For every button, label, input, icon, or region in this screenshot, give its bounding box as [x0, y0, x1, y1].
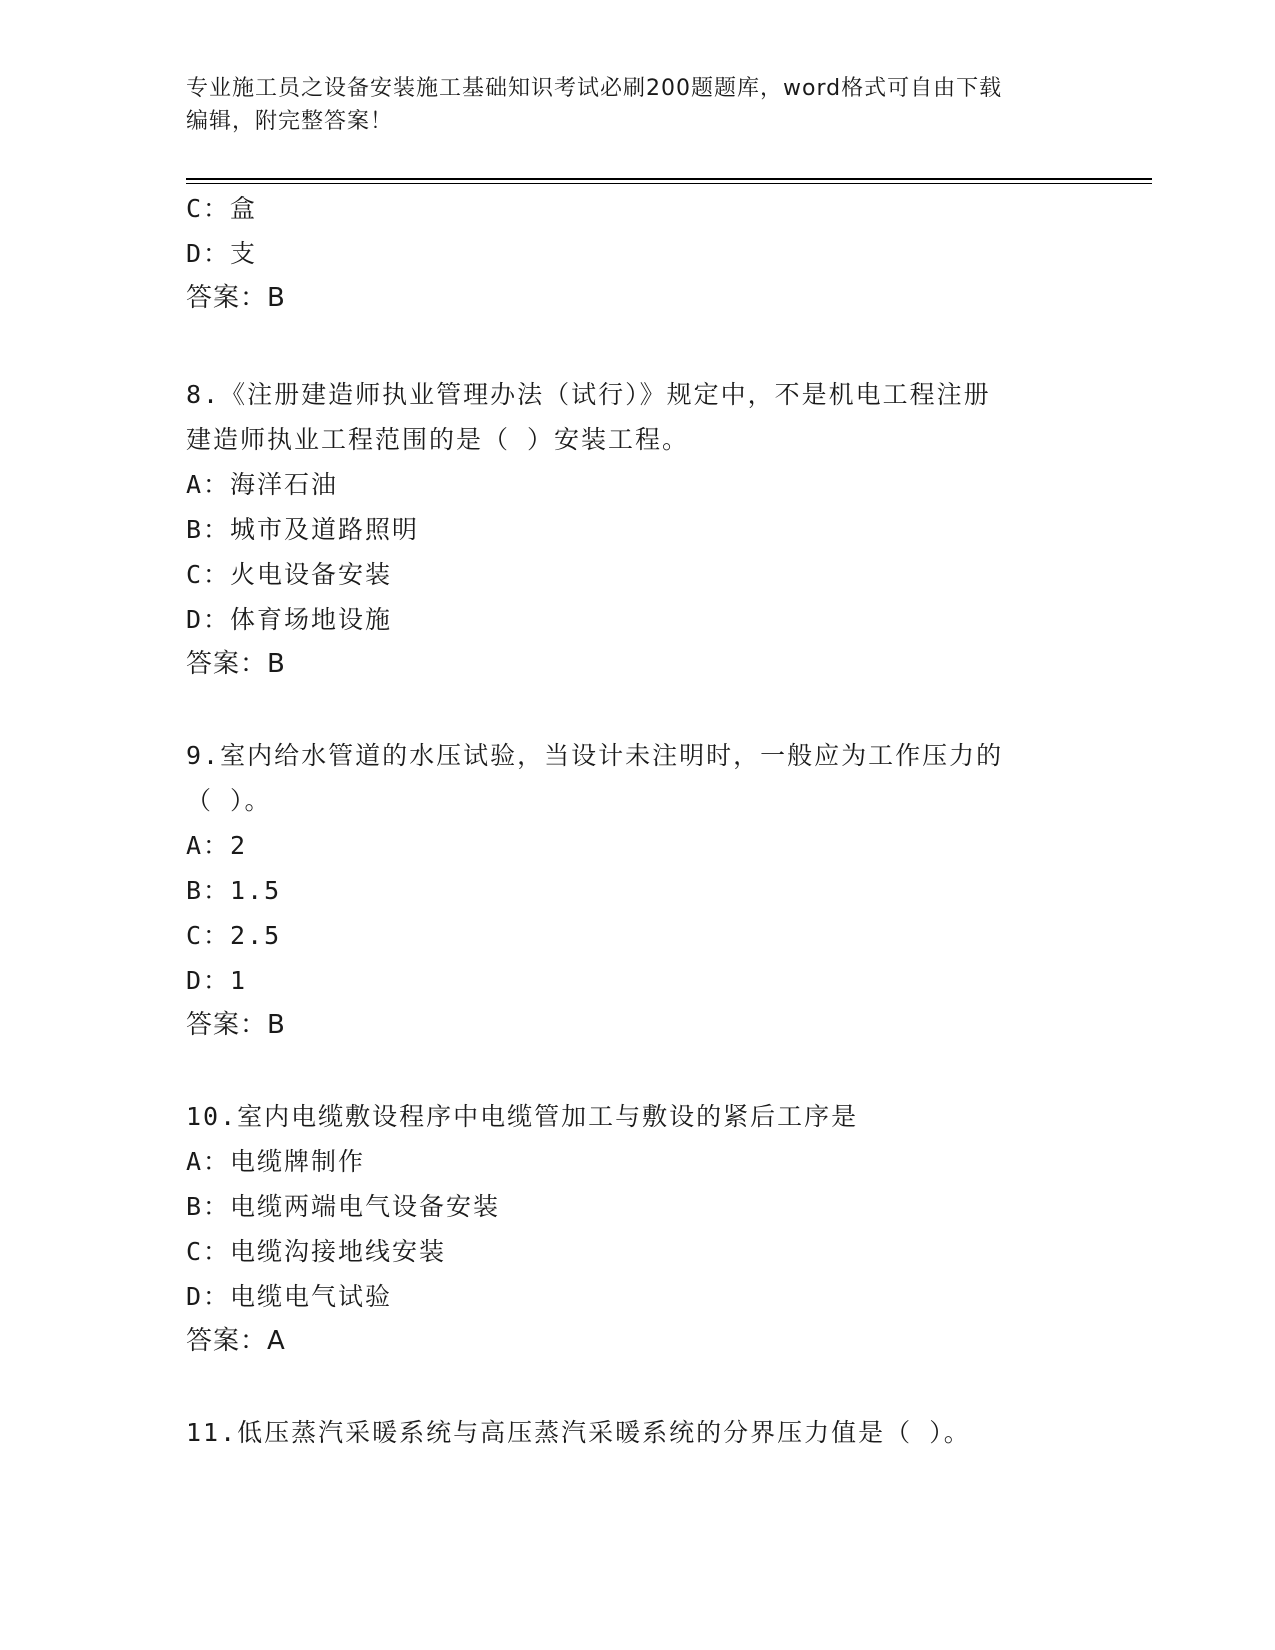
option-b: B：电缆两端电气设备安装 [186, 1192, 501, 1221]
question-stem: 8.《注册建造师执业管理办法（试行）》规定中，不是机电工程注册 [186, 380, 991, 409]
question-list [186, 186, 1086, 1455]
option-a: A：电缆牌制作 [186, 1147, 366, 1176]
answer-line: 答案：B [186, 649, 286, 679]
question-stem: 建造师执业工程范围的是（ ）安装工程。 [186, 425, 690, 454]
option-a: A：海洋石油 [186, 470, 339, 499]
question-7-tail [186, 186, 1086, 321]
option-c: C：火电设备安装 [186, 560, 393, 589]
answer-line: 答案：B [186, 283, 286, 313]
header-title-line-1: 专业施工员之设备安装施工基础知识考试必刷200题题库，word格式可自由下载 [186, 76, 1003, 101]
question-9 [186, 733, 1086, 1048]
option-c: C：盒 [186, 194, 258, 223]
document-header [186, 72, 1086, 138]
option-d: D：支 [186, 239, 258, 268]
question-stem: 10.室内电缆敷设程序中电缆管加工与敷设的紧后工序是 [186, 1102, 859, 1131]
question-stem: 11.低压蒸汽采暖系统与高压蒸汽采暖系统的分界压力值是（ ）。 [186, 1418, 971, 1447]
option-b: B：城市及道路照明 [186, 515, 420, 544]
option-c: C：电缆沟接地线安装 [186, 1237, 447, 1266]
question-10 [186, 1094, 1086, 1364]
option-d: D：体育场地设施 [186, 605, 393, 634]
option-a: A：2 [186, 831, 248, 860]
option-d: D：电缆电气试验 [186, 1282, 393, 1311]
question-stem: 9.室内给水管道的水压试验，当设计未注明时，一般应为工作压力的 [186, 741, 1004, 770]
question-8 [186, 372, 1086, 687]
question-stem: （ ）。 [186, 786, 272, 815]
answer-line: 答案：A [186, 1326, 286, 1356]
header-divider-thin [186, 183, 1152, 184]
option-c: C：2.5 [186, 921, 282, 950]
question-11 [186, 1410, 1086, 1455]
option-d: D：1 [186, 966, 248, 995]
answer-line: 答案：B [186, 1010, 286, 1040]
option-b: B：1.5 [186, 876, 282, 905]
header-divider-thick [186, 178, 1152, 180]
header-title-line-2: 编辑，附完整答案！ [186, 109, 394, 134]
